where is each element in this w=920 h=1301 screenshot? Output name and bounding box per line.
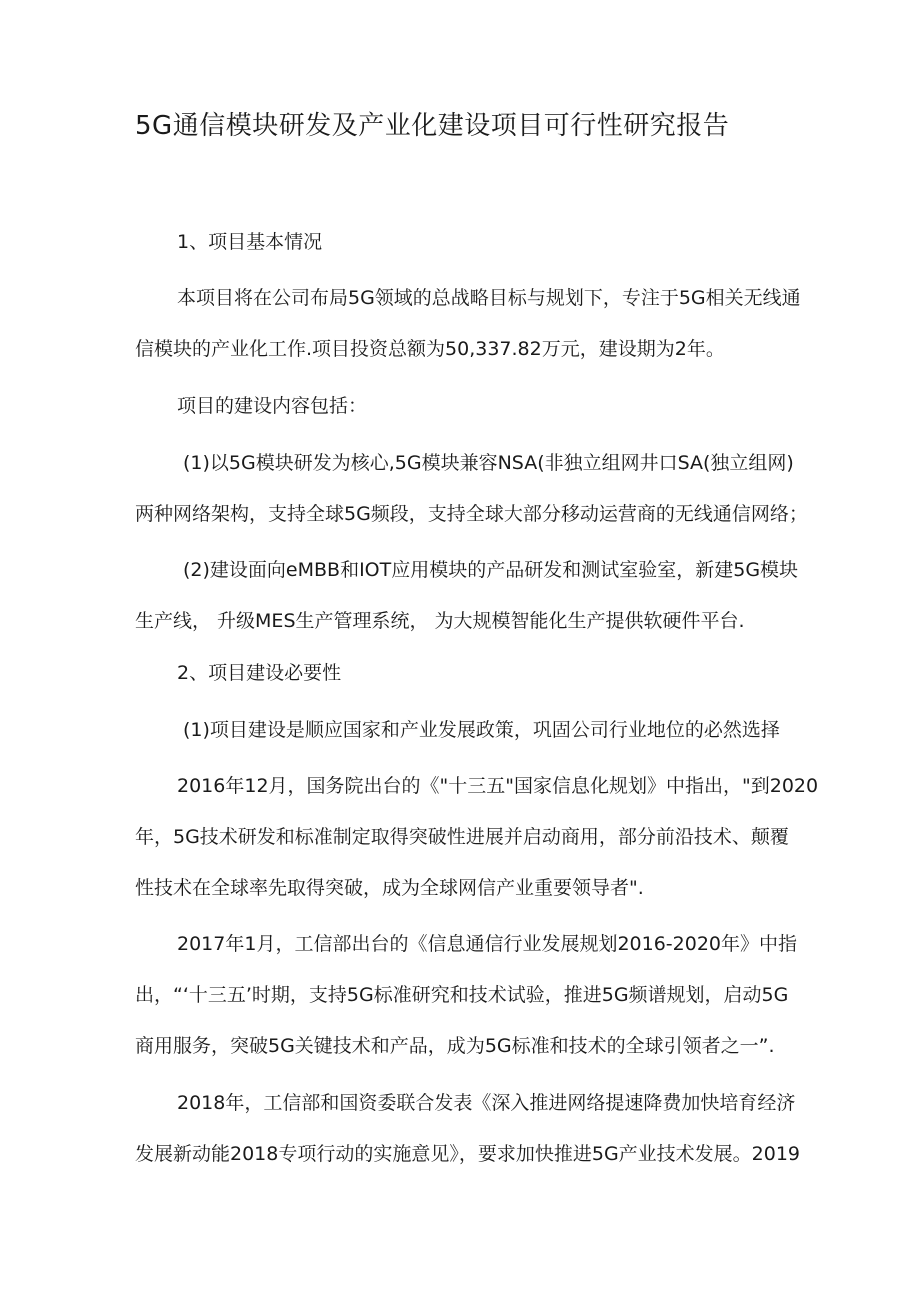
paragraph-line: 年，5G技术研发和标准制定取得突破性进展并启动商用，部分前沿技术、颠覆 [135,826,789,848]
paragraph-line: 性技术在全球率先取得突破，成为全球网信产业重要领导者". [135,877,644,899]
paragraph-line: 2016年12月，国务院出台的《"十三五"国家信息化规划》中指出，"到2020 [177,775,819,797]
list-item-line: (1)以5G模块研发为核心,5G模块兼容NSA(非独立组网井口SA(独立组网) [183,452,794,474]
paragraph-line: 商用服务，突破5G关键技术和产品，成为5G标准和技术的全球引领者之一”. [135,1035,775,1057]
paragraph-line: 2017年1月，工信部出台的《信息通信行业发展规划2016-2020年》中指 [177,933,798,955]
list-item-line: 两种网络架构，支持全球5G频段，支持全球大部分移动运营商的无线通信网络； [135,503,808,525]
paragraph-line: 本项目将在公司布局5G领域的总战略目标与规划下，专注于5G相关无线通 [177,287,801,309]
list-item-line: (2)建设面向eMBB和IOT应用模块的产品研发和测试室验室，新建5G模块 [183,559,799,581]
paragraph-line: 2018年，工信部和国资委联合发表《深入推进网络提速降费加快培育经济 [177,1092,796,1114]
document-title: 5G通信模块研发及产业化建设项目可行性研究报告 [135,111,730,141]
paragraph-line: 发展新动能2018专项行动的实施意见》，要求加快推进5G产业技术发展。2019 [135,1143,801,1165]
section-heading-1: 1、项目基本情况 [177,231,323,253]
section-heading-2: 2、项目建设必要性 [177,662,342,684]
subheading-line: (1)项目建设是顺应国家和产业发展政策，巩固公司行业地位的必然选择 [183,719,780,741]
paragraph-line: 出，“‘十三五’时期，支持5G标准研究和技术试验，推进5G频谱规划，启动5G [135,984,789,1006]
paragraph-line: 项目的建设内容包括： [177,395,368,417]
paragraph-line: 信模块的产业化工作.项目投资总额为50,337.82万元，建设期为2年。 [135,338,725,360]
list-item-line: 生产线， 升级MES生产管理系统， 为大规模智能化生产提供软硬件平台. [135,610,745,632]
